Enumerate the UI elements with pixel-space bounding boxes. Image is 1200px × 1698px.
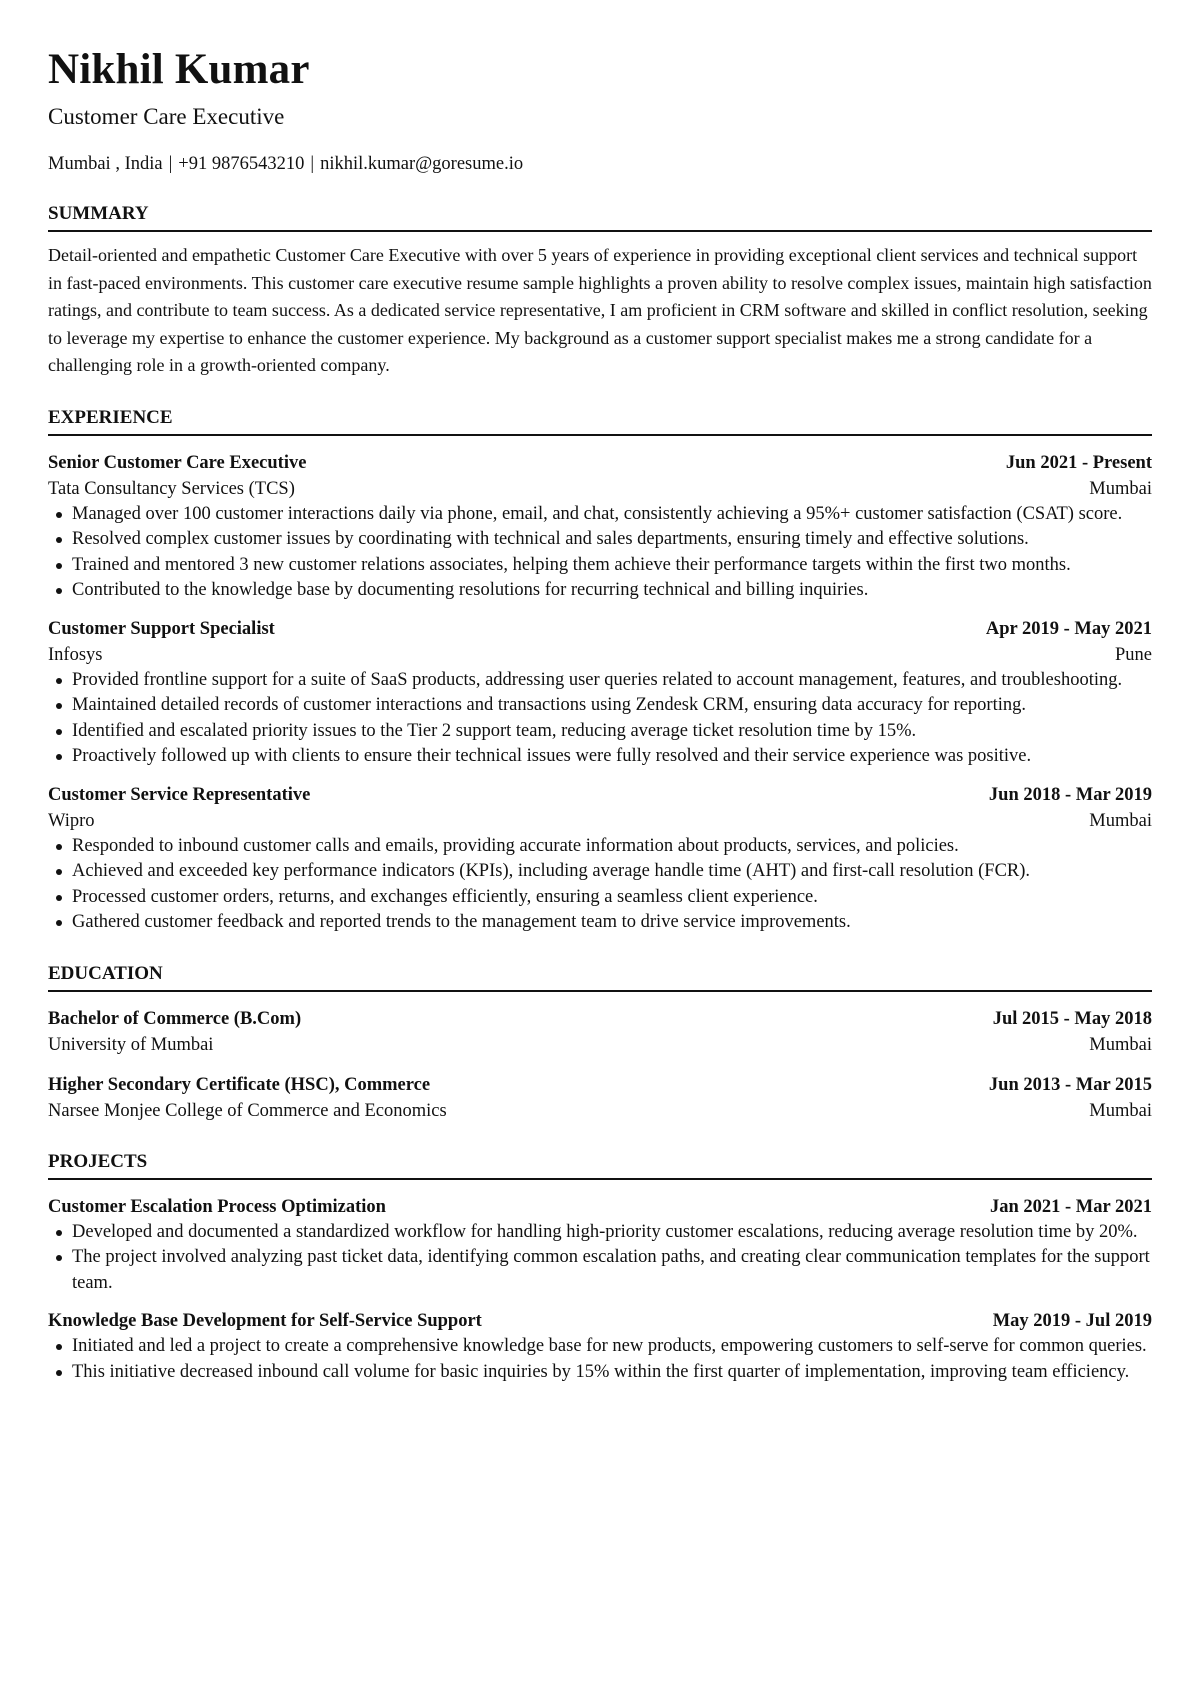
job-bullet: Maintained detailed records of customer interactions and transactions using Zendesk CRM, ensuring data accuracy for reporting. bbox=[72, 693, 1152, 719]
project-name: Knowledge Base Development for Self-Service Support bbox=[48, 1311, 482, 1331]
experience-company-row bbox=[48, 808, 1152, 834]
degree-name: Bachelor of Commerce (B.Com) bbox=[48, 1008, 302, 1029]
project-bullet: The project involved analyzing past ticket data, identifying common escalation paths, and creating clear communication templates for the support team. bbox=[72, 1245, 1152, 1296]
experience-section bbox=[48, 406, 1152, 936]
projects-heading: PROJECTS bbox=[48, 1150, 1152, 1180]
job-title: Customer Service Representative bbox=[48, 784, 311, 805]
project-title-row bbox=[48, 1194, 1152, 1220]
job-bullet: Trained and mentored 3 new customer relations associates, helping them achieve their performance targets within the first two months. bbox=[72, 553, 1152, 579]
job-title: Senior Customer Care Executive bbox=[48, 452, 307, 473]
degree-name: Higher Secondary Certificate (HSC), Commerce bbox=[48, 1074, 431, 1095]
company-name: Infosys bbox=[48, 644, 103, 665]
summary-text: Detail-oriented and empathetic Customer Care Executive with over 5 years of experience in providing exceptional client services and technical support in fast-paced environments. This customer care executive resume sample highlights a proven ability to resolve complex issues, maintain high satisfaction ratings, and contribute to team success. As a dedicated service representative, I am proficient in CRM software and skilled in conflict resolution, seeking to leverage my expertise to enhance the customer experience. My background as a customer support specialist makes me a strong candidate for a challenging role in a growth-oriented company. bbox=[48, 245, 1152, 375]
job-bullets bbox=[48, 668, 1152, 770]
job-location: Mumbai bbox=[1089, 478, 1152, 499]
project-bullet: This initiative decreased inbound call volume for basic inquiries by 15% within the first quarter of implementation, improving team efficiency. bbox=[72, 1360, 1152, 1386]
candidate-headline: Customer Care Executive bbox=[48, 104, 285, 129]
job-location: Mumbai bbox=[1089, 810, 1152, 831]
summary-heading: SUMMARY bbox=[48, 202, 1152, 232]
job-bullet: Identified and escalated priority issues to the Tier 2 support team, reducing average ticket resolution time by 15%. bbox=[72, 719, 1152, 745]
job-dates: Jun 2021 - Present bbox=[1005, 452, 1152, 473]
job-bullets bbox=[48, 502, 1152, 604]
experience-company-row bbox=[48, 476, 1152, 502]
company-name: Tata Consultancy Services (TCS) bbox=[48, 478, 295, 499]
education-school-row bbox=[48, 1032, 1152, 1058]
project-bullet: Developed and documented a standardized workflow for handling high-priority customer escalations, reducing average resolution time by 20%. bbox=[72, 1220, 1152, 1246]
projects-section bbox=[48, 1150, 1152, 1386]
experience-entry bbox=[48, 450, 1152, 604]
education-title-row bbox=[48, 1006, 1152, 1032]
experience-company-row bbox=[48, 642, 1152, 668]
contact-separator: | bbox=[168, 154, 173, 174]
job-bullet: Responded to inbound customer calls and emails, providing accurate information about products, services, and policies. bbox=[72, 834, 1152, 860]
education-heading: EDUCATION bbox=[48, 962, 1152, 992]
resume-header bbox=[48, 44, 1152, 176]
experience-entry bbox=[48, 782, 1152, 936]
project-bullets bbox=[48, 1334, 1152, 1385]
job-bullet: Gathered customer feedback and reported trends to the management team to drive service improvements. bbox=[72, 910, 1152, 936]
job-bullet: Resolved complex customer issues by coordinating with technical and sales departments, ensuring timely and effective solutions. bbox=[72, 527, 1152, 553]
summary-section bbox=[48, 202, 1152, 380]
education-dates: Jul 2015 - May 2018 bbox=[992, 1008, 1152, 1029]
job-dates: Apr 2019 - May 2021 bbox=[985, 618, 1152, 639]
school-location: Mumbai bbox=[1089, 1100, 1152, 1121]
education-title-row bbox=[48, 1072, 1152, 1098]
project-bullet: Initiated and led a project to create a comprehensive knowledge base for new products, empowering customers to self-serve for common queries. bbox=[72, 1334, 1152, 1360]
project-title-row bbox=[48, 1308, 1152, 1334]
school-name: University of Mumbai bbox=[48, 1034, 214, 1055]
candidate-name: Nikhil Kumar bbox=[48, 46, 310, 93]
experience-heading: EXPERIENCE bbox=[48, 406, 1152, 436]
school-name: Narsee Monjee College of Commerce and Economics bbox=[48, 1100, 447, 1121]
job-location: Pune bbox=[1115, 644, 1152, 665]
job-bullet: Managed over 100 customer interactions daily via phone, email, and chat, consistently achieving a 95%+ customer satisfaction (CSAT) score. bbox=[72, 502, 1152, 528]
job-bullet: Proactively followed up with clients to ensure their technical issues were fully resolved and their service experience was positive. bbox=[72, 744, 1152, 770]
contact-email: nikhil.kumar@goresume.io bbox=[320, 154, 524, 174]
job-title: Customer Support Specialist bbox=[48, 618, 275, 639]
contact-phone: +91 9876543210 bbox=[178, 154, 305, 174]
education-entry bbox=[48, 1006, 1152, 1058]
contact-line bbox=[48, 152, 1152, 176]
project-entry bbox=[48, 1308, 1152, 1385]
job-bullet: Processed customer orders, returns, and exchanges efficiently, ensuring a seamless client experience. bbox=[72, 885, 1152, 911]
job-bullet: Contributed to the knowledge base by documenting resolutions for recurring technical and billing inquiries. bbox=[72, 578, 1152, 604]
experience-title-row bbox=[48, 616, 1152, 642]
job-bullets bbox=[48, 834, 1152, 936]
project-entry bbox=[48, 1194, 1152, 1297]
education-section bbox=[48, 962, 1152, 1124]
project-dates: May 2019 - Jul 2019 bbox=[992, 1311, 1152, 1331]
experience-title-row bbox=[48, 782, 1152, 808]
project-dates: Jan 2021 - Mar 2021 bbox=[989, 1196, 1152, 1217]
contact-separator: | bbox=[310, 154, 315, 174]
school-location: Mumbai bbox=[1089, 1034, 1152, 1055]
company-name: Wipro bbox=[48, 810, 95, 831]
experience-title-row bbox=[48, 450, 1152, 476]
job-bullet: Achieved and exceeded key performance indicators (KPIs), including average handle time (AHT) and first-call resolution (FCR). bbox=[72, 859, 1152, 885]
project-bullets bbox=[48, 1220, 1152, 1297]
education-entry bbox=[48, 1072, 1152, 1124]
project-name: Customer Escalation Process Optimization bbox=[48, 1196, 386, 1217]
contact-location: Mumbai , India bbox=[48, 154, 163, 174]
experience-entry bbox=[48, 616, 1152, 770]
education-school-row bbox=[48, 1098, 1152, 1124]
job-dates: Jun 2018 - Mar 2019 bbox=[988, 784, 1152, 805]
education-dates: Jun 2013 - Mar 2015 bbox=[988, 1074, 1152, 1095]
job-bullet: Provided frontline support for a suite of SaaS products, addressing user queries related to account management, features, and troubleshooting. bbox=[72, 668, 1152, 694]
